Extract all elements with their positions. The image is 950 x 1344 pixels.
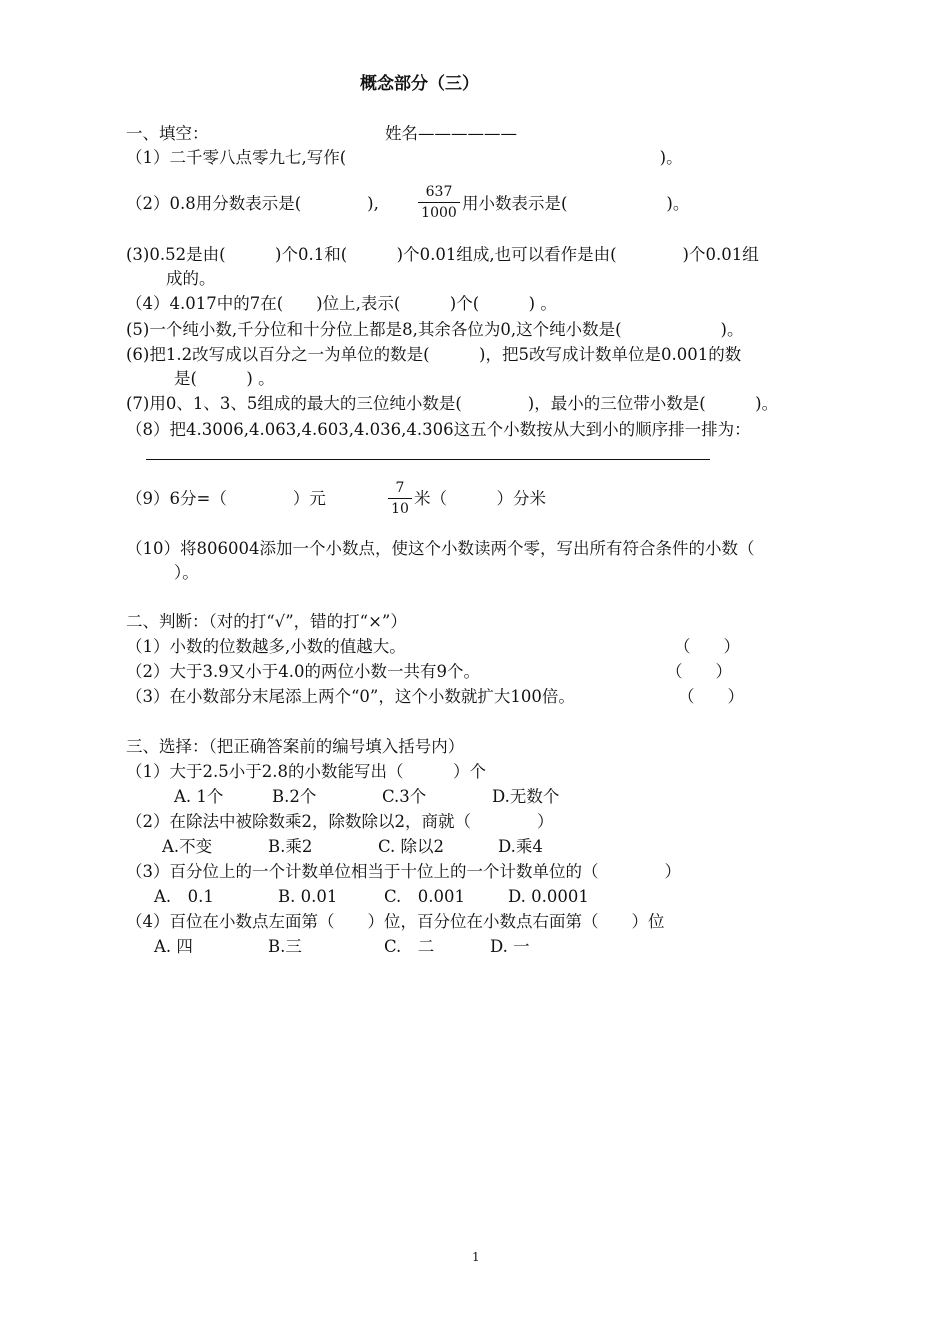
choice-q2: （2）在除法中被除数乘2，除数除以2，商就（ ） bbox=[126, 812, 554, 831]
judge-item-2: （2）大于3.9又小于4.0的两位小数一共有9个。 bbox=[126, 662, 480, 681]
fraction-denominator: 1000 bbox=[421, 205, 457, 221]
fill-q3-line1: (3)0.52是由( )个0.1和( )个0.01组成,也可以看作是由( )个0.01组 bbox=[126, 245, 759, 264]
choice-q1-option-d: D.无数个 bbox=[492, 787, 560, 806]
fraction-637-1000 bbox=[418, 183, 460, 222]
judge-item-1: （1）小数的位数越多,小数的值越大。 bbox=[126, 637, 406, 656]
choice-q1: （1）大于2.5小于2.8的小数能写出（ ）个 bbox=[126, 762, 486, 781]
answer-line bbox=[146, 459, 710, 460]
choice-q2-option-b: B.乘2 bbox=[268, 837, 313, 856]
choice-q3-option-a: A. 0.1 bbox=[154, 887, 214, 906]
choice-q2-option-c: C. 除以2 bbox=[378, 837, 445, 856]
choice-q3-option-d: D. 0.0001 bbox=[508, 887, 589, 906]
fill-q6-line1: (6)把1.2改写成以百分之一为单位的数是( )，把5改写成计数单位是0.001的数 bbox=[126, 345, 742, 364]
fraction-numerator: 7 bbox=[395, 480, 405, 496]
choice-q3-option-b: B. 0.01 bbox=[278, 887, 338, 906]
fill-q9-a: （9）6分=（ ）元 bbox=[126, 489, 326, 508]
choice-q3-option-c: C. 0.001 bbox=[384, 887, 466, 906]
fill-q7: (7)用0、1、3、5组成的最大的三位纯小数是( )，最小的三位带小数是( )。 bbox=[126, 394, 779, 413]
fraction-bar bbox=[388, 498, 412, 499]
choice-q4: （4）百位在小数点左面第（ ）位，百分位在小数点右面第（ ）位 bbox=[126, 912, 665, 931]
choice-q2-option-a: A.不变 bbox=[162, 837, 213, 856]
page-number: 1 bbox=[472, 1250, 480, 1264]
choice-q4-option-d: D. 一 bbox=[490, 937, 530, 956]
fraction-numerator: 637 bbox=[425, 184, 453, 200]
fill-q4: （4）4.017中的7在( )位上,表示( )个( ) 。 bbox=[126, 294, 557, 313]
page-title: 概念部分（三） bbox=[360, 74, 479, 94]
choice-q4-option-a: A. 四 bbox=[154, 937, 193, 956]
choice-q4-option-c: C. 二 bbox=[384, 937, 435, 956]
judge-paren-3: （ ） bbox=[678, 687, 744, 706]
choice-q1-option-a: A. 1个 bbox=[174, 787, 224, 806]
choice-heading: 三、选择：（把正确答案前的编号填入括号内） bbox=[126, 737, 465, 756]
name-label: 姓名—————— bbox=[385, 124, 517, 143]
fill-q3-line2: 成的。 bbox=[166, 269, 216, 288]
fill-q5: (5)一个纯小数,千分位和十分位上都是8,其余各位为0,这个纯小数是( )。 bbox=[126, 320, 744, 339]
fill-q9-b: 米（ ）分米 bbox=[414, 489, 546, 508]
fill-q10-line1: （10）将806004添加一个小数点，使这个小数读两个零，写出所有符合条件的小数（ bbox=[126, 539, 755, 558]
choice-q2-option-d: D.乘4 bbox=[498, 837, 543, 856]
choice-q1-option-b: B.2个 bbox=[272, 787, 317, 806]
fraction-denominator: 10 bbox=[391, 501, 409, 517]
fill-q6-line2: 是( ) 。 bbox=[174, 369, 275, 388]
fill-q1: （1）二千零八点零九七,写作( )。 bbox=[126, 148, 683, 167]
choice-q3: （3）百分位上的一个计数单位相当于十位上的一个计数单位的（ ） bbox=[126, 862, 681, 881]
fill-q8: （8）把4.3006,4.063,4.603,4.036,4.306这五个小数按从大到小的顺序排一排为： bbox=[126, 420, 751, 439]
fill-q2-b: 用小数表示是( )。 bbox=[462, 194, 690, 213]
choice-q4-option-b: B.三 bbox=[268, 937, 302, 956]
judge-heading: 二、判断：（对的打“√”，错的打“×”） bbox=[126, 612, 407, 631]
choice-q1-option-c: C.3个 bbox=[382, 787, 427, 806]
judge-paren-1: （ ） bbox=[674, 637, 740, 656]
fraction-7-10 bbox=[388, 479, 412, 518]
judge-paren-2: （ ） bbox=[666, 662, 732, 681]
fraction-bar bbox=[418, 202, 460, 203]
judge-item-3: （3）在小数部分末尾添上两个“0”，这个小数就扩大100倍。 bbox=[126, 687, 575, 706]
fill-q2-a: （2）0.8用分数表示是( ), bbox=[126, 194, 379, 213]
fill-q10-line2: ）。 bbox=[174, 563, 199, 582]
fill-heading: 一、填空： bbox=[126, 124, 209, 143]
